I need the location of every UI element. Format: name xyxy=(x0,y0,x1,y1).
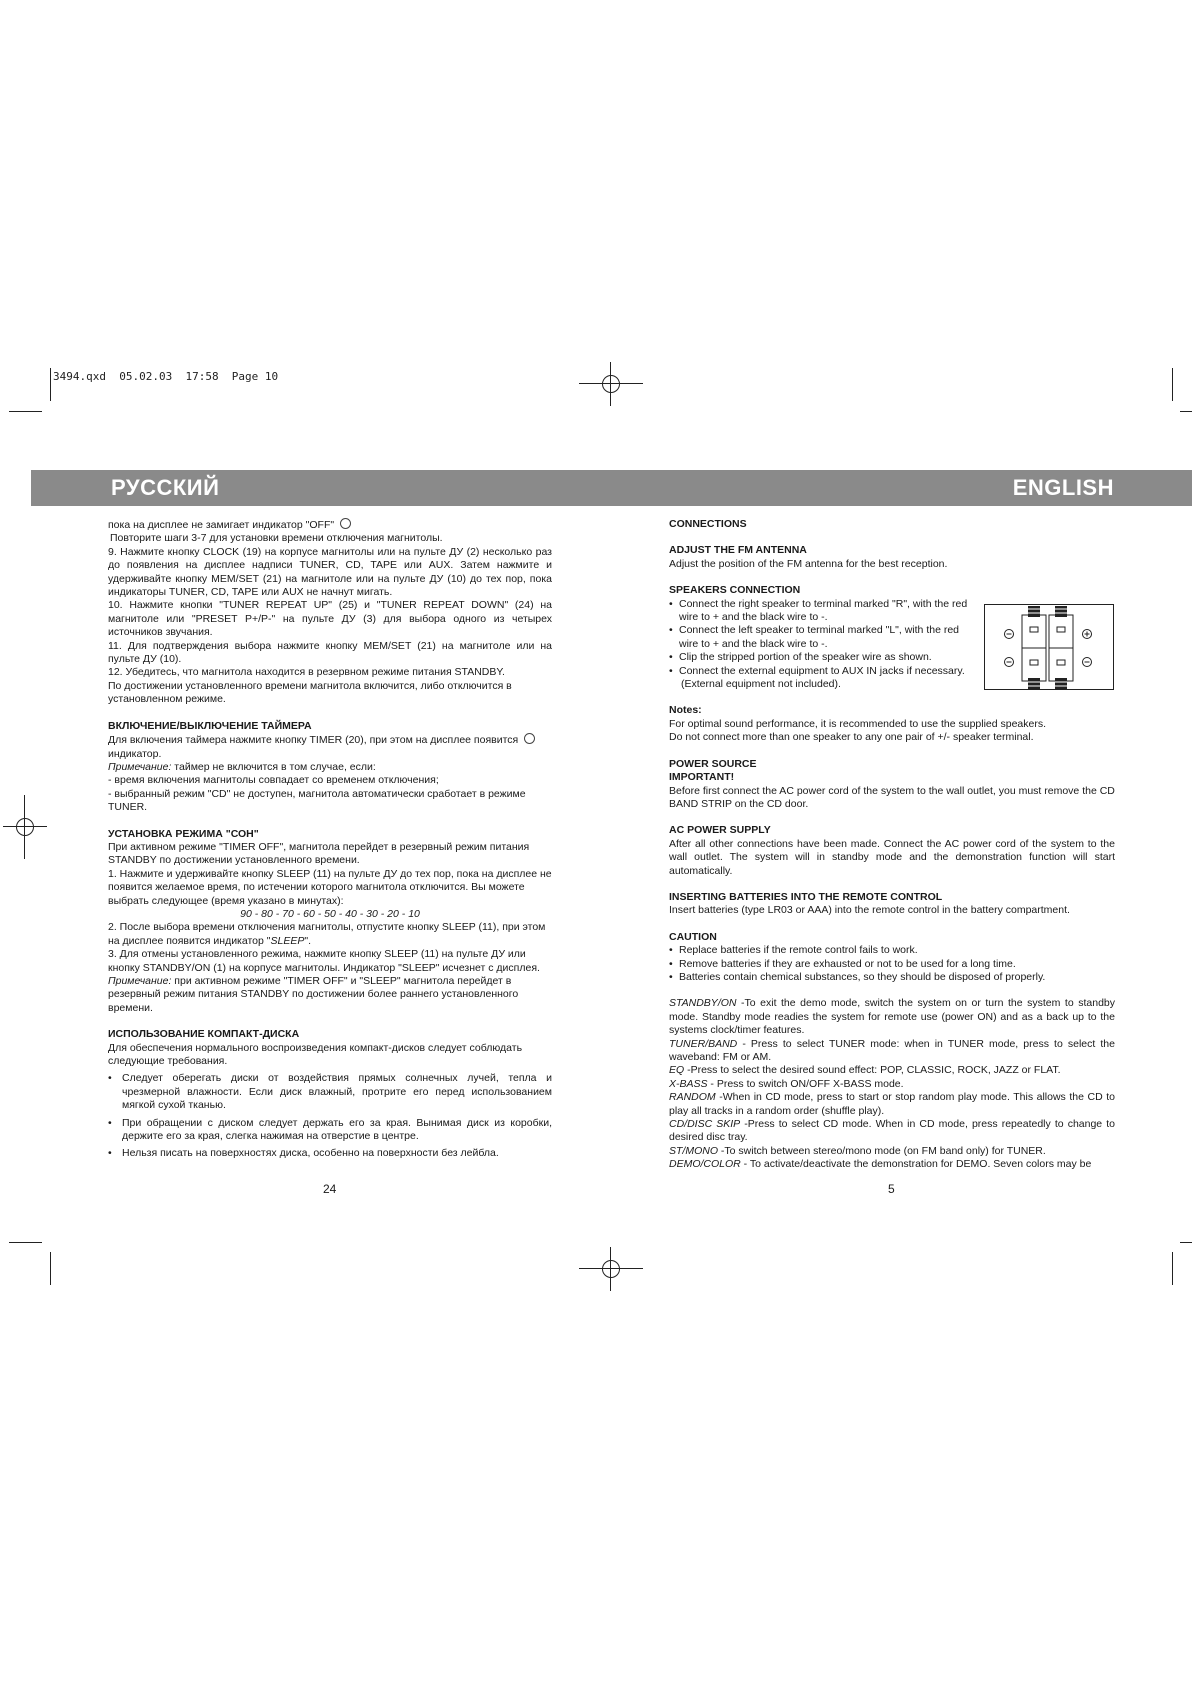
en-function-random: RANDOM -When in CD mode, press to start or stop random play mode. This allows the CD to play all tracks in a random order (shuffle play). xyxy=(669,1091,1115,1117)
crop-mark xyxy=(9,411,42,412)
russian-column xyxy=(108,518,552,1165)
ru-sleep-note: Примечание: при активном режиме "TIMER OFF" и "SLEEP" магнитола перейдет в резервный режим питания STANDBY по достижении более раннего установленного времени. xyxy=(108,975,519,1014)
ru-cd-bullet: • Нельзя писать на поверхностях диска, особенно на поверхности без лейбла. xyxy=(108,1147,552,1160)
registration-mark xyxy=(579,1247,643,1291)
en-speakers-bullet: • Clip the stripped portion of the speaker wire as shown. xyxy=(669,651,977,664)
ru-note-item: - время включения магнитолы совпадает со временем отключения; xyxy=(108,774,439,787)
timer-icon xyxy=(524,733,535,744)
ru-cd-bullet: • При обращении с диском следует держать его за края. Вынимая диск из коробки, держите его за края, слегка нажимая на отверстие в центре. xyxy=(108,1117,552,1144)
en-function-tuner: TUNER/BAND - Press to select TUNER mode: when in TUNER mode, press to select the waveband: FM or AM. xyxy=(669,1037,1115,1063)
slug-line: 3494.qxd 05.02.03 17:58 Page 10 xyxy=(53,370,279,383)
ru-cd-bullet: • Следует оберегать диски от воздействия прямых солнечных лучей, тепла и чрезмерной влажности. Если диск влажный, протрите его перед использованием мягкой сухой тканью. xyxy=(108,1072,552,1112)
ru-line: Повторите шаги 3-7 для установки времени отключения магнитолы. xyxy=(110,532,443,545)
ru-sleep-title: УСТАНОВКА РЕЖИМА "СОН" xyxy=(108,827,259,840)
en-function-standby: STANDBY/ON -To exit the demo mode, switch the system on or turn the system to standby mode. Standby mode readies the system for remote use (power ON) and as a back up to the systems clock/timer features. xyxy=(669,997,1115,1037)
en-speakers-title: SPEAKERS CONNECTION xyxy=(669,584,801,597)
page-number-left: 24 xyxy=(323,1182,337,1196)
language-header-bar xyxy=(31,470,1192,506)
en-fm-text: Adjust the position of the FM antenna for the best reception. xyxy=(669,557,948,570)
speaker-terminal-icon xyxy=(985,605,1113,689)
ru-step-9: 9. Нажмите кнопку CLOCK (19) на корпусе магнитолы или на пульте ДУ (2) несколько раз до появления на дисплее надписи TUNER, CD, TAPE или AUX. Затем нажмите и удерживайте кнопку MEM/SET (21) на магнитоле или на пульте ДУ (10) до тех пор, пока индикаторы TUNER, CD, TAPE или AUX не начнут мигать. xyxy=(108,545,552,599)
en-function-stmono: ST/MONO -To switch between stereo/mono mode (on FM band only) for TUNER. xyxy=(669,1144,1046,1157)
en-caution-bullet: • Batteries contain chemical substances, so they should be disposed of properly. xyxy=(669,971,1115,984)
en-ac-title: AC POWER SUPPLY xyxy=(669,824,771,837)
en-power-important: IMPORTANT! xyxy=(669,771,735,784)
ru-sleep-p1: При активном режиме "TIMER OFF", магнитола перейдет в резервный режим питания STANDBY по достижении установленного времени. xyxy=(108,840,530,867)
en-function-cd: CD/DISC SKIP -Press to select CD mode. When in CD mode, press repeatedly to change to desired disc tray. xyxy=(669,1118,1116,1144)
en-function-xbass: X-BASS - Press to switch ON/OFF X-BASS mode. xyxy=(669,1077,904,1090)
en-power-title: POWER SOURCE xyxy=(669,757,757,770)
en-notes-line: Do not connect more than one speaker to any one pair of +/- speaker terminal. xyxy=(669,731,1034,744)
en-speakers-bullet: • Connect the external equipment to AUX IN jacks if necessary. xyxy=(669,665,977,678)
header-english: ENGLISH xyxy=(1012,475,1114,500)
registration-mark xyxy=(3,795,47,859)
en-speakers-note: (External equipment not included). xyxy=(681,678,841,691)
en-caution-bullet: • Replace batteries if the remote control fails to work. xyxy=(669,944,1115,957)
crop-mark xyxy=(1180,1242,1192,1243)
ru-sleep-p2: 1. Нажмите и удерживайте кнопку SLEEP (11) на пульте ДУ до тех пор, пока на дисплее не появится желаемое время, по истечении которого магнитола отключится. Вы можете выбрать следующее (время указано в минутах): xyxy=(108,867,552,907)
en-notes-line: For optimal sound performance, it is recommended to use the supplied speakers. xyxy=(669,717,1047,730)
ru-step-12: 12. Убедитесь, что магнитола находится в резервном режиме питания STANDBY. xyxy=(108,666,505,679)
ru-timer-text: Для включения таймера нажмите кнопку TIMER (20), при этом на дисплее появится xyxy=(108,733,552,747)
ru-note: Примечание: таймер не включится в том случае, если: xyxy=(108,760,376,773)
ru-cd-p: Для обеспечения нормального воспроизведения компакт-дисков следует соблюдать следующие требования. xyxy=(108,1041,523,1068)
header-russian: РУССКИЙ xyxy=(111,475,220,500)
ru-cd-title: ИСПОЛЬЗОВАНИЕ КОМПАКТ-ДИСКА xyxy=(108,1028,300,1041)
en-batteries-title: INSERTING BATTERIES INTO THE REMOTE CONTROL xyxy=(669,890,943,903)
en-connections-title: CONNECTIONS xyxy=(669,518,747,530)
ru-timer-text2: индикатор. xyxy=(108,747,162,760)
en-speakers-bullet: • Connect the right speaker to terminal marked "R", with the red wire to + and the black wire to -. xyxy=(669,598,977,625)
en-batteries-text: Insert batteries (type LR03 or AAA) into the remote control in the battery compartment. xyxy=(669,904,1070,917)
en-ac-text: After all other connections have been made. Connect the AC power cord of the system to the wall outlet. The system will in standby mode and the demonstration function will start automatically. xyxy=(669,837,1115,877)
page-number-right: 5 xyxy=(888,1182,895,1196)
en-function-demo: DEMO/COLOR - To activate/deactivate the demonstration for DEMO. Seven colors may be xyxy=(669,1158,1092,1171)
ru-step-12b: По достижении установленного времени магнитола включится, либо отключится в установленном режиме. xyxy=(108,679,512,706)
en-function-eq: EQ -Press to select the desired sound effect: POP, CLASSIC, ROCK, JAZZ or FLAT. xyxy=(669,1064,1061,1077)
crop-mark xyxy=(1180,411,1192,412)
ru-line: пока на дисплее не замигает индикатор "OFF" xyxy=(108,518,552,532)
ru-timer-title: ВКЛЮЧЕНИЕ/ВЫКЛЮЧЕНИЕ ТАЙМЕРА xyxy=(108,719,312,732)
timer-icon xyxy=(340,518,351,529)
ru-sleep-p4: 3. Для отмены установленного режима, нажмите кнопку SLEEP (11) на пульте ДУ или кнопку STANDBY/ON (1) на корпусе магнитолы. Индикатор "SLEEP" исчезнет с дисплея. xyxy=(108,948,540,974)
crop-mark xyxy=(1172,368,1173,401)
ru-step-10: 10. Нажмите кнопки "TUNER REPEAT UP" (25) и "TUNER REPEAT DOWN" (24) на магнитоле или "PRESET P+/P-" на пульте ДУ (3) для выбора одного из четырех источников звучания. xyxy=(108,599,552,639)
en-fm-title: ADJUST THE FM ANTENNA xyxy=(669,544,807,557)
en-power-text: Before first connect the AC power cord of the system to the wall outlet, you must remove the CD BAND STRIP on the CD door. xyxy=(669,784,1115,810)
registration-mark xyxy=(579,362,643,406)
crop-mark xyxy=(50,368,51,401)
en-notes-title: Notes: xyxy=(669,704,702,717)
ru-sleep-p3: 2. После выбора времени отключения магнитолы, отпустите кнопку SLEEP (11), при этом на дисплее появится индикатор "SLEEP". xyxy=(108,921,546,947)
en-caution-bullet: • Remove batteries if they are exhausted or not to be used for a long time. xyxy=(669,958,1115,971)
ru-step-11: 11. Для подтверждения выбора нажмите кнопку MEM/SET (21) на магнитоле или на пульте ДУ (10). xyxy=(108,639,552,666)
crop-mark xyxy=(1172,1252,1173,1285)
en-caution-title: CAUTION xyxy=(669,930,717,943)
en-speakers-bullet: • Connect the left speaker to terminal marked "L", with the red wire to + and the black wire to -. xyxy=(669,624,977,651)
speaker-terminal-diagram xyxy=(984,604,1114,690)
crop-mark xyxy=(9,1242,42,1243)
crop-mark xyxy=(50,1252,51,1285)
ru-sleep-times: 90 - 80 - 70 - 60 - 50 - 40 - 30 - 20 - 10 xyxy=(240,907,420,920)
ru-note-item: - выбранный режим "CD" не доступен, магнитола автоматически сработает в режиме TUNER. xyxy=(108,787,526,814)
